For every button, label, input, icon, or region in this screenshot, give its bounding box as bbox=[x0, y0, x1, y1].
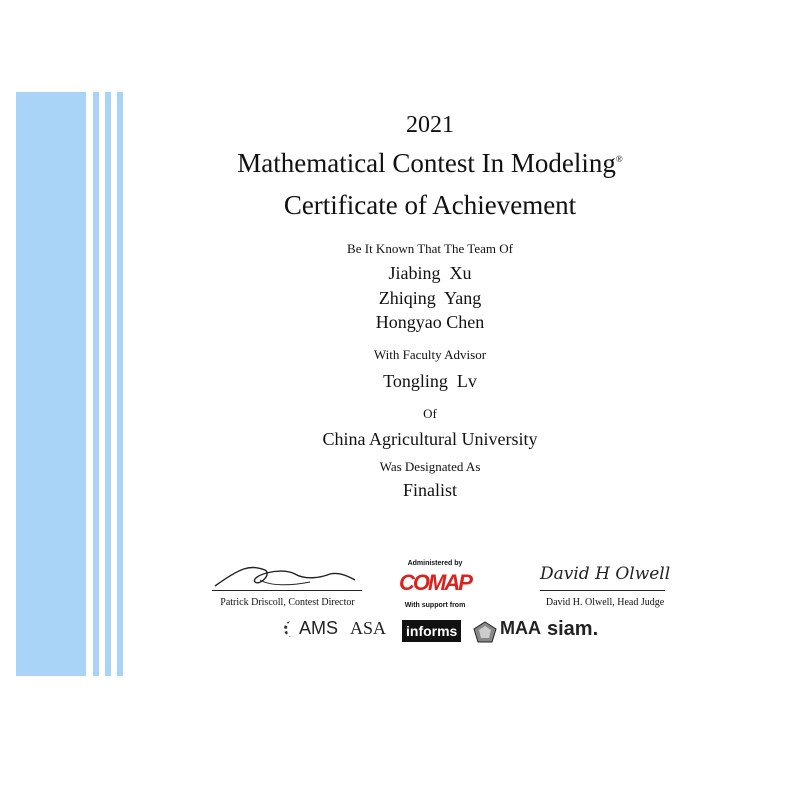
decorative-stripe bbox=[93, 92, 99, 676]
team-member: Jiabing Xu bbox=[388, 263, 472, 283]
certificate-title: Certificate of Achievement bbox=[283, 190, 577, 220]
maa-emblem-icon bbox=[472, 620, 498, 644]
advisor-label: With Faculty Advisor bbox=[373, 347, 487, 362]
siam-logo: siam. bbox=[547, 618, 599, 640]
team-member: Hongyao Chen bbox=[375, 312, 485, 332]
designated-text: Was Designated As bbox=[379, 459, 481, 474]
registered-mark: ® bbox=[615, 154, 623, 164]
left-signature bbox=[210, 560, 360, 592]
informs-logo: informs bbox=[402, 620, 461, 642]
right-signature: David H Olwell bbox=[540, 564, 671, 584]
decorative-stripe bbox=[16, 92, 86, 676]
decorative-stripe bbox=[105, 92, 111, 676]
left-signature-line bbox=[212, 590, 362, 591]
of-text: Of bbox=[423, 406, 437, 421]
ams-emblem-icon bbox=[284, 621, 299, 637]
contest-title: Mathematical Contest In Modeling® bbox=[237, 148, 623, 178]
right-signer-name: David H. Olwell, Head Judge bbox=[545, 597, 665, 608]
administered-by-text: Administered by bbox=[407, 560, 463, 567]
known-text: Be It Known That The Team Of bbox=[347, 241, 513, 256]
contest-year: 2021 bbox=[406, 112, 454, 138]
left-signer-name: Patrick Driscoll, Contest Director bbox=[220, 597, 355, 608]
right-signature-line bbox=[540, 590, 665, 591]
support-text: With support from bbox=[404, 602, 466, 609]
award-level: Finalist bbox=[402, 480, 457, 500]
maa-logo: MAA bbox=[500, 618, 541, 638]
team-member: Zhiqing Yang bbox=[378, 288, 482, 308]
ams-logo: AMS bbox=[284, 618, 338, 639]
decorative-stripe bbox=[117, 92, 123, 676]
asa-logo: ASA bbox=[350, 618, 387, 638]
advisor-name: Tongling Lv bbox=[383, 371, 477, 391]
comap-logo: COMAP bbox=[399, 570, 471, 595]
university-name: China Agricultural University bbox=[322, 429, 538, 449]
